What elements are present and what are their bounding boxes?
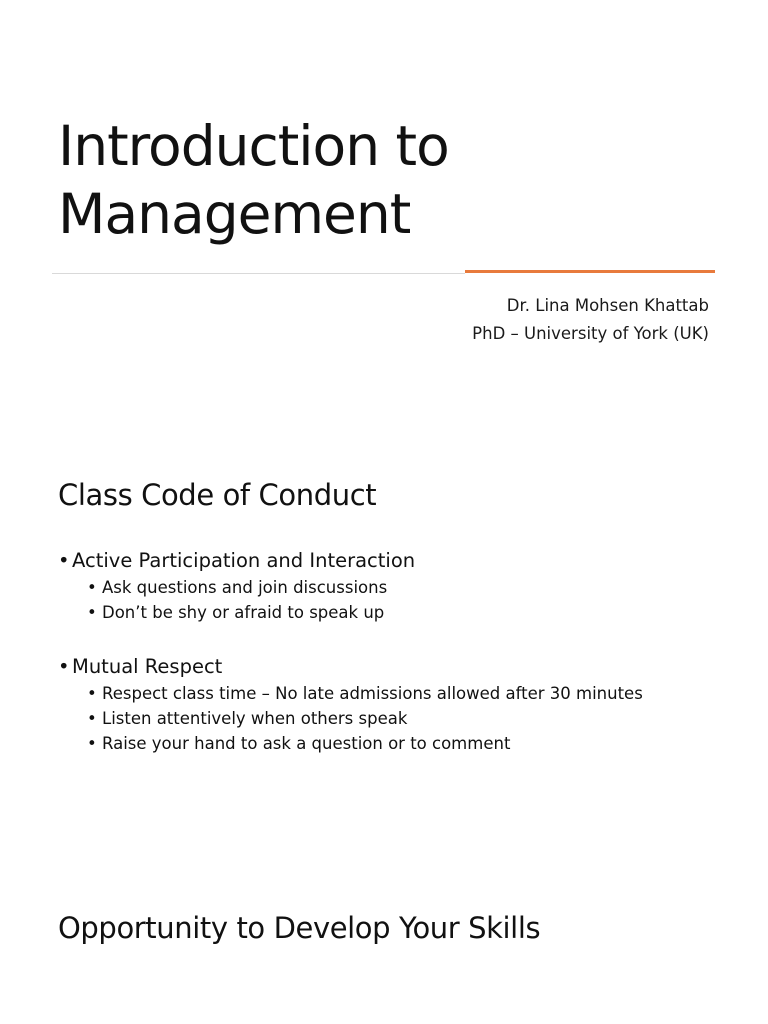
participation-group [58,547,738,625]
bullet-dot: • [58,549,70,572]
slide-title: Introduction to Management [58,114,449,246]
respect-bullet [58,653,738,681]
skills-heading: Opportunity to Develop Your Skills [58,911,541,945]
respect-label: Mutual Respect [72,655,223,678]
participation-bullet [58,547,738,575]
bullet-dot: • [87,734,97,753]
list-item-text: Ask questions and join discussions [102,578,388,597]
list-item [58,706,738,731]
participation-list [58,575,738,625]
bullet-dot: • [58,655,70,678]
list-item-text: Raise your hand to ask a question or to comment [102,734,511,753]
list-item [58,575,738,600]
conduct-heading: Class Code of Conduct [58,478,377,512]
bullet-dot: • [87,578,97,597]
title-accent-line [465,270,715,273]
list-item-text: Don’t be shy or afraid to speak up [102,603,385,622]
bullet-dot: • [87,709,97,728]
list-item-text: Respect class time – No late admissions allowed after 30 minutes [102,684,643,703]
respect-list [58,681,738,756]
title-divider [52,273,465,274]
participation-label: Active Participation and Interaction [72,549,416,572]
author-block [472,292,709,348]
respect-group [58,653,738,756]
author-credential: PhD – University of York (UK) [472,324,709,343]
bullet-dot: • [87,684,97,703]
list-item [58,731,738,756]
author-name: Dr. Lina Mohsen Khattab [506,296,709,315]
list-item [58,681,738,706]
list-item-text: Listen attentively when others speak [102,709,408,728]
list-item [58,600,738,625]
bullet-dot: • [87,603,97,622]
